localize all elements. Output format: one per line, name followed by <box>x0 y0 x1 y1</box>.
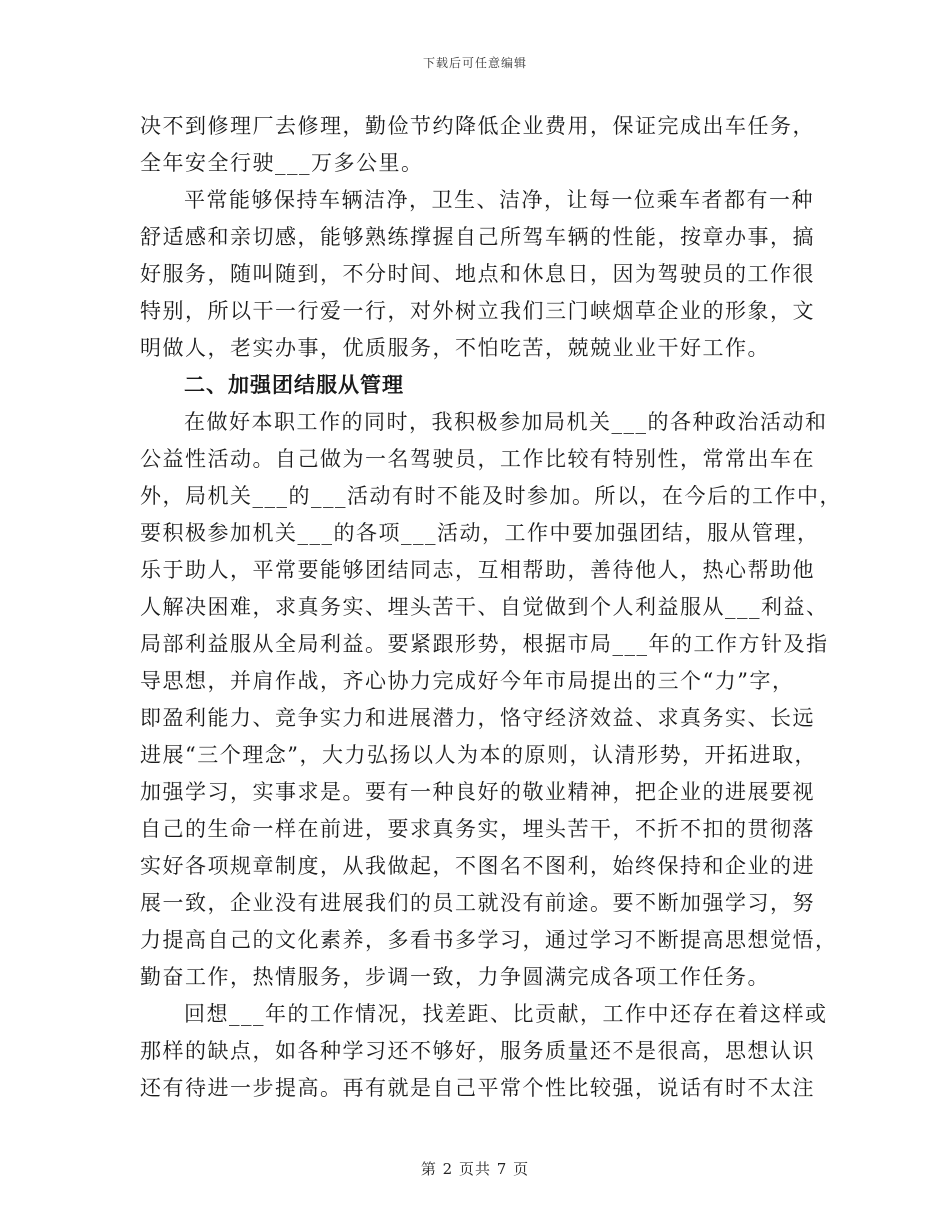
text-line: 加强学习，实事求是。要有一种良好的敬业精神，把企业的进展要视 <box>140 780 815 804</box>
text-line: 那样的缺点，如各种学习还不够好，服务质量还不是很高，思想认识 <box>140 1039 815 1063</box>
document-body <box>140 108 842 1107</box>
paragraph-start: 平常能够保持车辆洁净，卫生、洁净，让每一位乘车者都有一种 <box>184 188 814 212</box>
text-line: 好服务，随叫随到，不分时间、地点和休息日，因为驾驶员的工作很 <box>140 262 815 286</box>
text-line: 明做人，老实办事，优质服务，不怕吃苦，兢兢业业干好工作。 <box>140 336 770 360</box>
text-line: 要积极参加机关___的各项___活动，工作中要加强团结，服从管理， <box>140 521 820 545</box>
text-line: 进展“三个理念”，大力弘扬以人为本的原则，认清形势，开拓进取， <box>140 743 817 767</box>
paragraph-start: 在做好本职工作的同时，我积极参加局机关___的各种政治活动和 <box>184 410 828 434</box>
text-line: 即盈利能力、竞争实力和进展潜力，恪守经济效益、求真务实、长远 <box>140 706 815 730</box>
text-line: 特别，所以干一行爱一行，对外树立我们三门峡烟草企业的形象，文 <box>140 299 815 323</box>
text-line: 舒适感和亲切感，能够熟练撑握自己所驾车辆的性能，按章办事，搞 <box>140 225 815 249</box>
page-footer: 第 2 页共 7 页 <box>420 1160 530 1178</box>
text-line: 全年安全行驶___万多公里。 <box>140 151 424 175</box>
text-line: 力提高自己的文化素养，多看书多学习，通过学习不断提高思想觉悟， <box>140 928 838 952</box>
text-line: 局部利益服从全局利益。要紧跟形势，根据市局___年的工作方针及指 <box>140 632 829 656</box>
text-line: 自己的生命一样在前进，要求真务实，埋头苦干，不折不扣的贯彻落 <box>140 817 815 841</box>
text-line: 乐于助人，平常要能够团结同志，互相帮助，善待他人，热心帮助他 <box>140 558 815 582</box>
text-line: 决不到修理厂去修理，勤俭节约降低企业费用，保证完成出车任务， <box>140 114 815 138</box>
page-header: 下载后可任意编辑 <box>422 56 527 70</box>
paragraph-start: 回想___年的工作情况，找差距、比贡献，工作中还存在着这样或 <box>184 1002 828 1026</box>
text-line: 展一致，企业没有进展我们的员工就没有前途。要不断加强学习，努 <box>140 891 815 915</box>
section-heading: 二、加强团结服从管理 <box>184 373 404 397</box>
text-line: 勤奋工作，热情服务，步调一致，力争圆满完成各项工作任务。 <box>140 965 770 989</box>
text-line: 导思想，并肩作战，齐心协力完成好今年市局提出的三个“力”字， <box>140 669 795 693</box>
text-line: 人解决困难，求真务实、埋头苦干、自觉做到个人利益服从___利益、 <box>140 595 829 619</box>
text-line: 外，局机关___的___活动有时不能及时参加。所以，在今后的工作中， <box>140 484 842 508</box>
text-line: 还有待进一步提高。再有就是自己平常个性比较强，说话有时不太注 <box>140 1076 815 1100</box>
text-line: 公益性活动。自己做为一名驾驶员，工作比较有特别性，常常出车在 <box>140 447 815 471</box>
text-line: 实好各项规章制度，从我做起，不图名不图利，始终保持和企业的进 <box>140 854 815 878</box>
